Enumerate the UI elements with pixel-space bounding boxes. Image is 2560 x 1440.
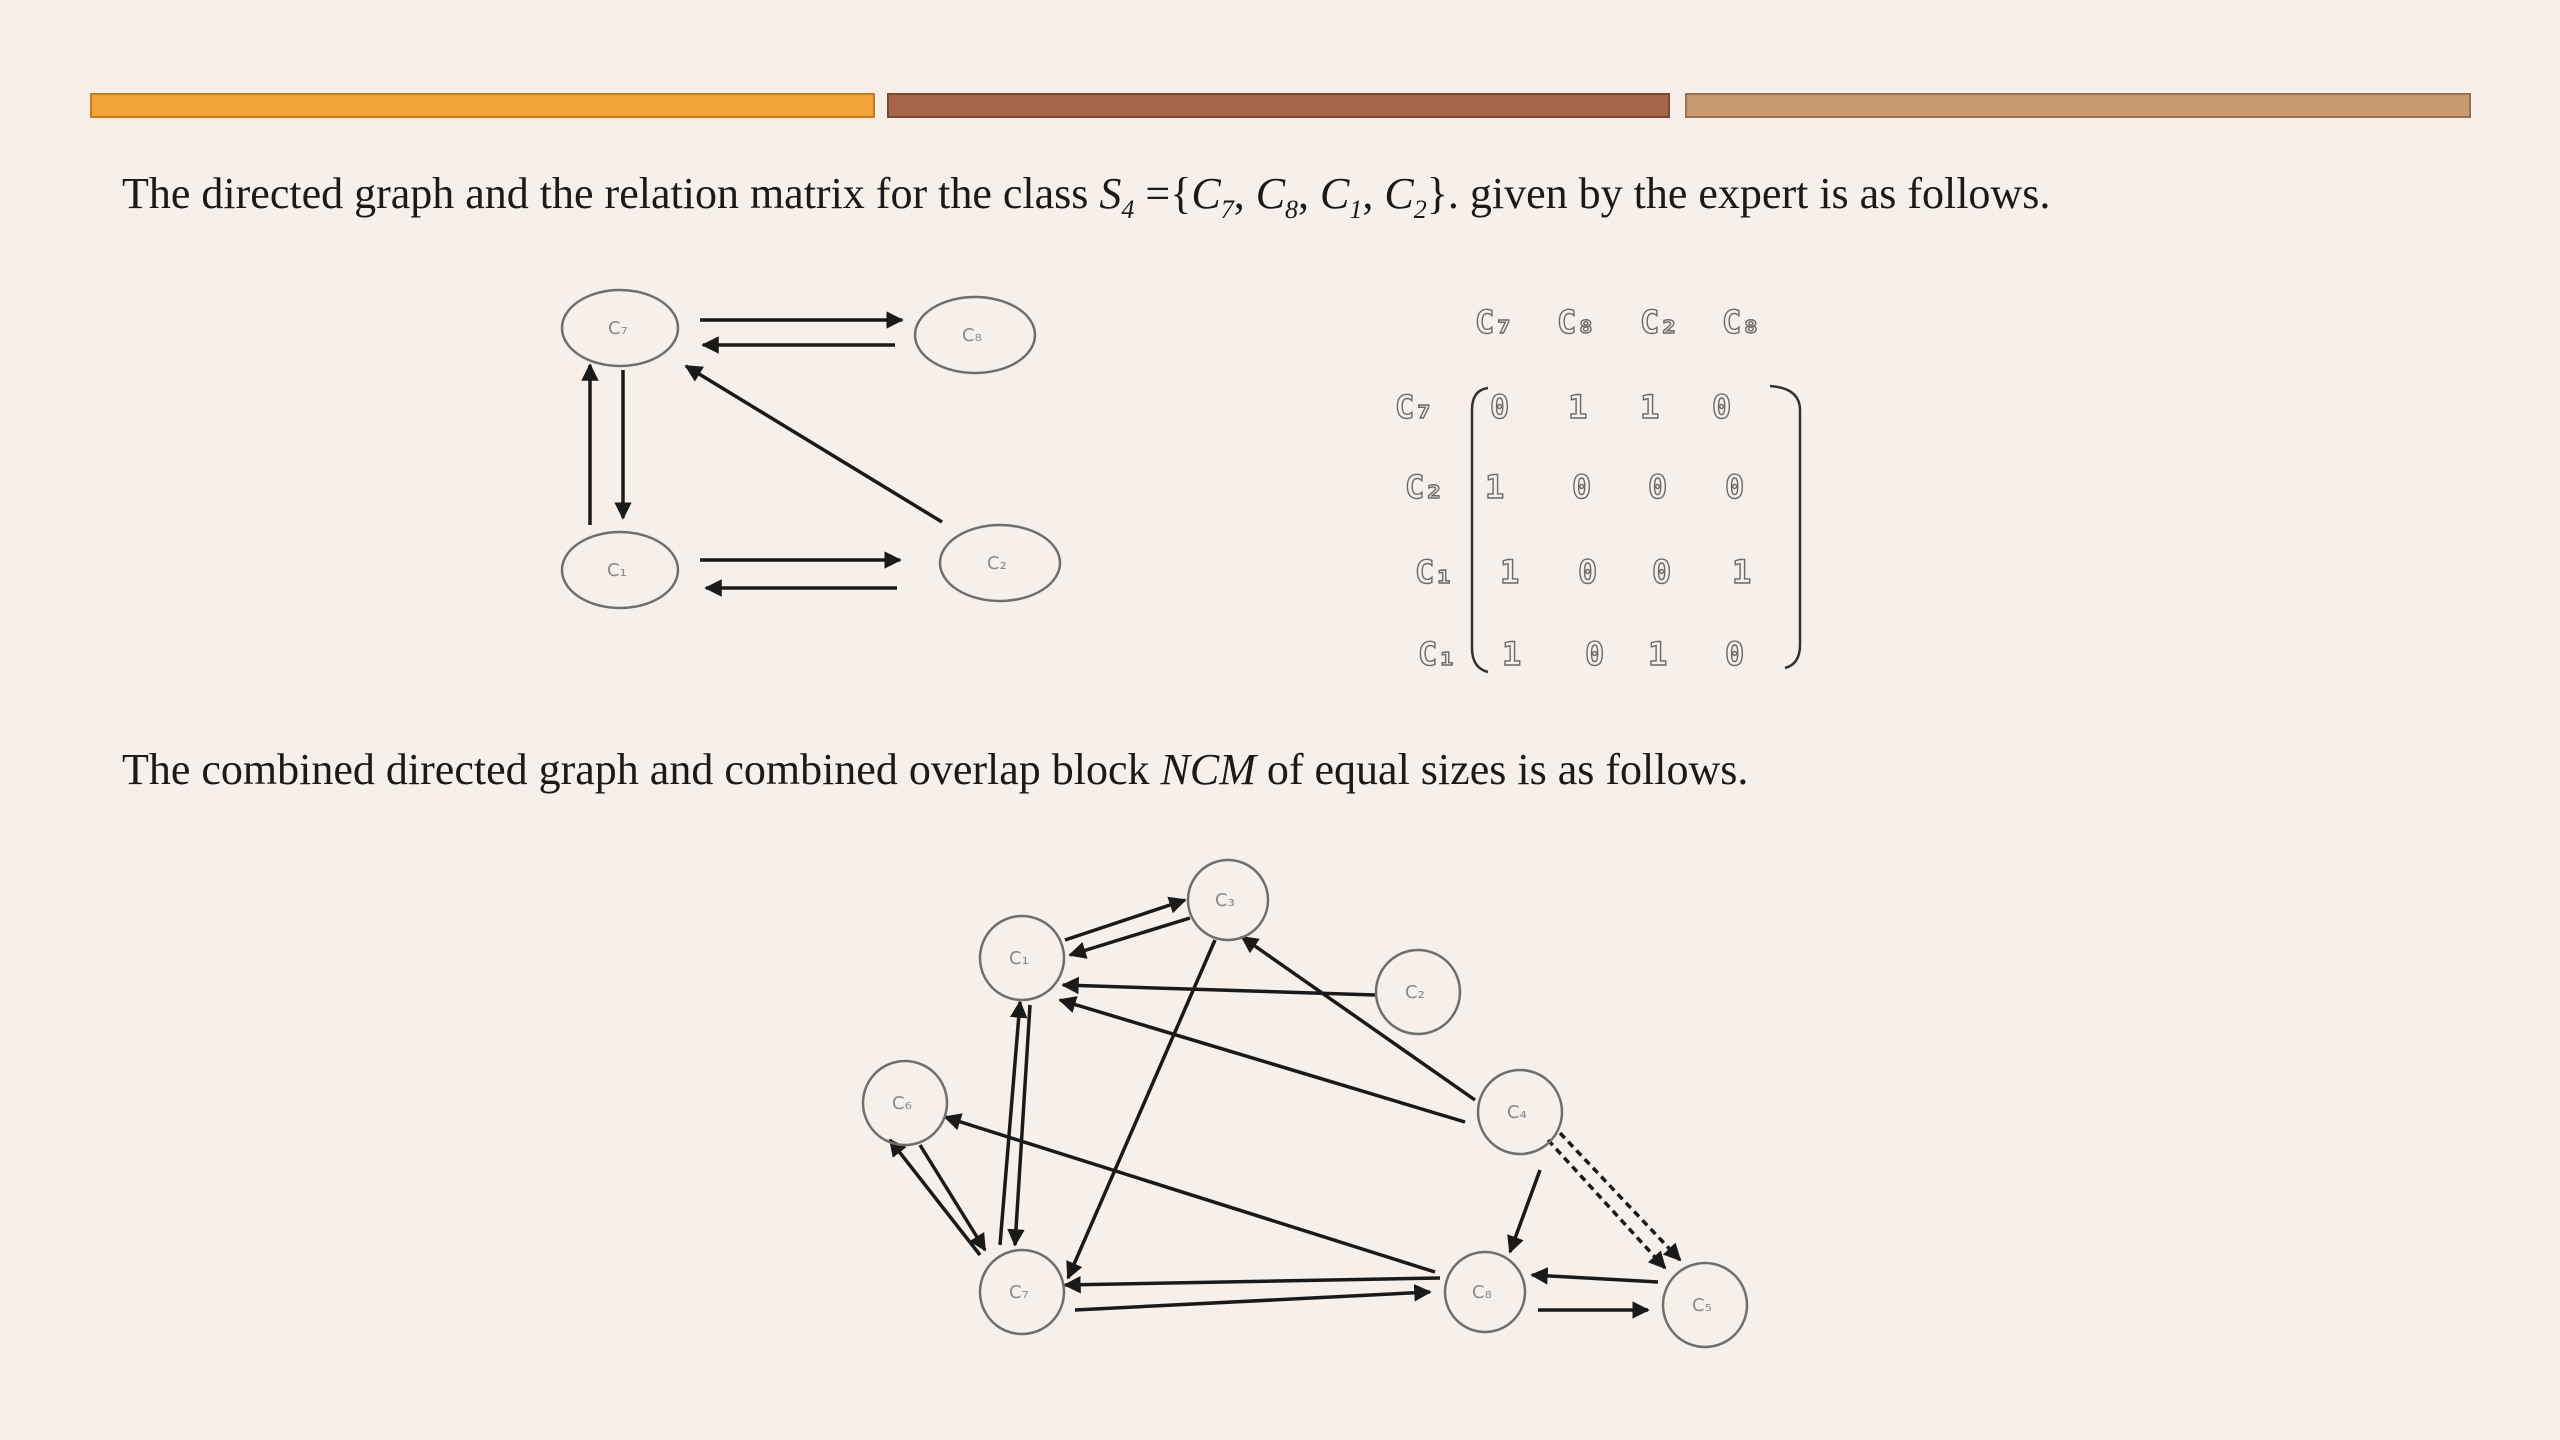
cell-3-2: 0 — [1578, 553, 1598, 591]
set-close: } — [1426, 169, 1448, 218]
cell-1-3: 1 — [1640, 388, 1660, 426]
cell-3-4: 1 — [1732, 553, 1752, 591]
left-bracket — [1472, 388, 1488, 672]
svg-text:C₇: C₇ — [608, 318, 628, 339]
edge-c4-c8 — [1510, 1170, 1540, 1252]
edge-c6-c7 — [920, 1145, 985, 1250]
edge-c7-c8 — [1075, 1292, 1430, 1310]
ncm-term: NCM — [1160, 745, 1256, 794]
set-open: ={ — [1134, 169, 1192, 218]
node-c2 — [1376, 950, 1460, 1034]
edge-c3-c1 — [1070, 918, 1190, 955]
row-header-2: C₂ — [1405, 468, 1444, 506]
svg-text:C₆: C₆ — [892, 1093, 912, 1114]
edge-c4-c3 — [1242, 937, 1475, 1100]
row-header-1: C₇ — [1395, 388, 1434, 426]
cell-2-4: 0 — [1725, 468, 1745, 506]
svg-text:C₁: C₁ — [1009, 948, 1029, 969]
cell-4-4: 0 — [1725, 635, 1745, 673]
col-header-3: C₂ — [1640, 303, 1679, 341]
cell-4-2: 0 — [1585, 635, 1605, 673]
relation-matrix — [1395, 303, 1800, 673]
cell-4-1: 1 — [1502, 635, 1522, 673]
node-c6 — [863, 1061, 947, 1145]
edge-c5-c8 — [1532, 1275, 1658, 1282]
edge-c8-c7 — [1065, 1278, 1440, 1285]
intro-sentence: The directed graph and the relation matrix for the class $S_4 =\{C_7$, $C_8$, $C_1$, $C_2$}. given by the expert is as follows. — [122, 169, 2051, 224]
node-c5 — [1663, 1263, 1747, 1347]
node-c2 — [940, 525, 1060, 601]
cell-4-3: 1 — [1648, 635, 1668, 673]
cell-1-1: 0 — [1490, 388, 1510, 426]
cell-1-4: 0 — [1712, 388, 1732, 426]
edge-c4-c1 — [1060, 1000, 1465, 1122]
col-header-2: C₈ — [1557, 303, 1596, 341]
edge-c2-c7 — [686, 366, 942, 522]
set-item-4: $C_2$ — [1384, 169, 1427, 224]
edge-c3-c7 — [1068, 940, 1215, 1278]
edge-c7-c6 — [890, 1140, 980, 1255]
edge-c4-c5-dashed-a — [1548, 1140, 1665, 1268]
svg-text:C₂: C₂ — [1405, 982, 1425, 1003]
col-header-1: C₇ — [1475, 303, 1514, 341]
node-c8 — [1445, 1252, 1525, 1332]
cell-1-2: 1 — [1568, 388, 1588, 426]
intro-suffix: . given by the expert is as follows. — [1447, 169, 2051, 218]
row-header-4: C₁ — [1418, 635, 1457, 673]
cell-3-1: 1 — [1500, 553, 1520, 591]
cell-2-3: 0 — [1648, 468, 1668, 506]
cell-2-1: 1 — [1485, 468, 1505, 506]
node-c7 — [980, 1250, 1064, 1334]
svg-text:C₈: C₈ — [1472, 1282, 1492, 1303]
set-item-3: $C_1$ — [1320, 169, 1363, 224]
intro-prefix: The directed graph and the relation matrix for the class — [122, 169, 1100, 218]
node-c3 — [1188, 860, 1268, 940]
node-c8 — [915, 297, 1035, 373]
svg-text:C₂: C₂ — [987, 553, 1007, 574]
svg-text:C₈: C₈ — [962, 325, 982, 346]
node-c4 — [1478, 1070, 1562, 1154]
edge-c1-c3 — [1065, 900, 1185, 940]
cell-2-2: 0 — [1572, 468, 1592, 506]
svg-text:C₅: C₅ — [1692, 1295, 1712, 1316]
col-header-4: C₈ — [1722, 303, 1761, 341]
directed-graph-s4 — [562, 290, 1060, 608]
svg-text:C₇: C₇ — [1009, 1282, 1029, 1303]
node-c1 — [980, 916, 1064, 1000]
cell-3-3: 0 — [1652, 553, 1672, 591]
svg-text:C₄: C₄ — [1507, 1102, 1527, 1123]
node-c1 — [562, 532, 678, 608]
combined-directed-graph — [863, 860, 1747, 1347]
edge-c2-c1 — [1063, 985, 1375, 995]
set-symbol: $S_4$ — [1099, 169, 1135, 224]
node-c7 — [562, 290, 678, 366]
row-header-3: C₁ — [1415, 553, 1454, 591]
right-bracket — [1770, 386, 1800, 668]
combined-prefix: The combined directed graph and combined overlap block — [122, 745, 1161, 794]
edge-c4-c5-dashed-b — [1560, 1133, 1680, 1260]
combined-suffix: of equal sizes is as follows. — [1255, 745, 1749, 794]
svg-text:C₃: C₃ — [1215, 890, 1235, 911]
svg-text:C₁: C₁ — [607, 560, 627, 581]
set-item-2: $C_8$ — [1255, 169, 1299, 224]
set-item-1: $C_7$ — [1191, 169, 1234, 224]
